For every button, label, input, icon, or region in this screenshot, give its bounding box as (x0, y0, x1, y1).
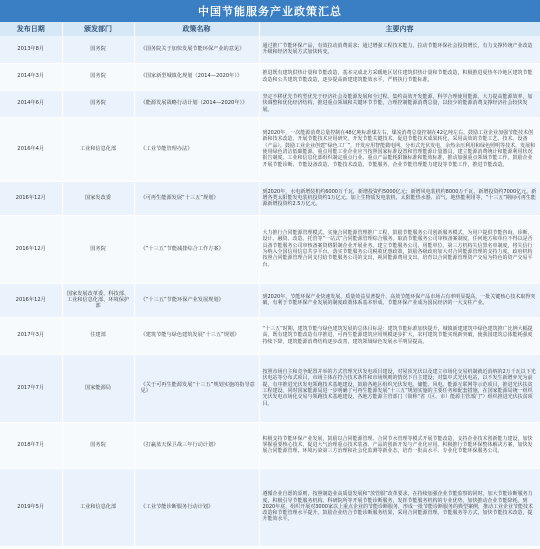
cell-dept: 国务院 (62, 422, 134, 468)
cell-date: 2014年3月 (0, 63, 62, 90)
table-row (0, 181, 540, 215)
table-row (0, 117, 540, 181)
cell-content: 推进既有建筑供热计量和节能改造，基本完成北方采暖地区居住建筑供热计量和节能改造，积极推进夏热冬冷地区建筑节能改造和公共建筑节能改造，逐步提高新建建筑能效水平，严格执行节能标准。 (259, 63, 540, 90)
cell-date: 2016年12月 (0, 283, 62, 317)
cell-name: 《可再生能源发展“十三五”规划》 (134, 181, 259, 215)
header-name: 政策名称 (134, 22, 259, 36)
cell-content: 通过推广节能环保产品，有效拉动消费需求；通过增强工程技术能力，拉动节能环保社会投资增长，有力支撑传统产业改造升级和经济发展方式加快转变。 (259, 36, 540, 63)
header-date: 发布日期 (0, 22, 62, 36)
cell-dept: 工业和信息化部 (62, 117, 134, 181)
cell-content: 坚定不移优先节约型优先于经济社会及能源发展和全过程。集约高效开发能源，科学合理使用能源，大力提高能源效率，加快调整和优化经济结构，推进重点领域和关键环节节能，合理控制能源消费总量，以较少的能源消费支撑经济社会较快发展。 (259, 90, 540, 117)
cell-dept: 国家发改委 (62, 181, 134, 215)
cell-name: 《工业节能诊断服务行动计划》 (134, 468, 259, 546)
cell-dept: 国务院 (62, 36, 134, 63)
cell-name: 《能源发展战略行动计划（2014—2020年）》 (134, 90, 259, 117)
cell-date: 2017年3月 (0, 317, 62, 354)
header-dept: 颁发部门 (62, 22, 134, 36)
cell-dept: 国家发展改革委、科技部、工业和信息化部、环境保护部 (62, 283, 134, 317)
cell-date: 2016年4月 (0, 117, 62, 181)
page-title: 中国节能服务产业政策汇总 (0, 0, 540, 22)
cell-dept: 国务院 (62, 90, 134, 117)
cell-content: 遵循企业自愿的原则，按照制造业高质量发展和“放管服”改革要求，在持续加强企业节能监察的同时，加大节能诊断服务力度，积极引导节能服务机构、科研院所等开展节能诊断服务，发挥节能服务机构的专业优势，加快推动企业节能降耗。到2020年底，组织开展对3000家以上重点企业的节能诊断服务，形成一批节能诊断服务的典型案例，推动工业企业节能技术改造和节能管理水平提升。鼓励企业结合节能诊断服务结果，采用合同能源管理、节能服务等方式，加快节能技术改造，提升能效水平。 (259, 468, 540, 546)
table-row (0, 354, 540, 422)
table-row (0, 317, 540, 354)
table-row (0, 283, 540, 317)
cell-content: “十三五”时期，建筑节能与绿色建筑发展的总体目标是：建筑节能标准加快提升，城镇新建建筑中绿色建筑推广比例大幅提高，既有建筑节能改造有序推进，可再生能源建筑应用规模逐步扩大，农村建筑节能实现新突破，使我国建筑总体能耗强度持续下降，建筑能源消费结构逐步改善，建筑领域绿色发展水平明显提高。 (259, 317, 540, 354)
cell-dept: 住建部 (62, 317, 134, 354)
cell-date: 2016年12月 (0, 181, 62, 215)
cell-content: 到2020年，水电新增装机约6000万千瓦，新增投资约5000亿元；新增风电装机约8000万千瓦，新增投资约7000亿元。新增各类太阳能发电装机投资约1万亿元。加上生物质发电装机、太阳能热水器、沼气、地热能利用等，“十三五”期间可再生能源新增投资约2.5万亿元。 (259, 181, 540, 215)
cell-name: 《国务院关于加快发展节能环保产业的意见》 (134, 36, 259, 63)
header-content: 主要内容 (259, 22, 540, 36)
cell-date: 2018年7月 (0, 422, 62, 468)
table-row (0, 468, 540, 546)
cell-content: 到2020年，节能环保产业快速发展、质量效益显著提升，高效节能环保产品市场占有率明显提高，一批关键核心技术取得突破，有利于节能环保产业发展的制度政策体系基本形成，节能环保产业成为国民经济的一大支柱产业。 (259, 283, 540, 317)
cell-content: 大力推行合同能源管理模式。实施合同能源管理推广工程，鼓励节能服务公司创新服务模式，为用户提供节能咨询、诊断、设计、融资、改造、托管等“一站式”合同能源管理综合服务。取消节能服务公司审核备案制度，任何地方和单位不得以是否具备节能服务公司审核备案资格限制企业开展业务。建立节能服务公司、用能单位、第三方机构失信黑名单制度，将失信行为纳入全国信用信息共享平台。落实节能服务公司税收优惠政策，鼓励各级政府加大对合同能源管理的支持力度。政府机构按照合同能源管理合同支付给节能服务公司的支出，视同能源费用支出。培育以合同能源管理资产交易为特色的资产交易平台。 (259, 215, 540, 283)
table-row (0, 36, 540, 63)
cell-dept: 工业和信息化部 (62, 468, 134, 546)
table-header (0, 22, 540, 36)
cell-dept: 国务院 (62, 215, 134, 283)
cell-content: 到2020年，一次能源消费总量控制在48亿吨标准煤左右，煤炭消费总量控制在42亿吨左右。鼓励工业企业加强节能技术创新和技术改造，开展节能技术应用研究，开发节能关键技术，促进节能技术成果转化，采用高效的节能工艺、技术、设备（产品）。鼓励工业企业创建“绿色工厂”，开发应用智能微电网、分布式光伏发电，余热余压利用和绿色照明等技术，发展和使用绿色清洁低碳能源。重点用能工业企业应当按照国家标准设置和管理能源计量器具，建立能源消费统计和能源利用状况报告制度。工业和信息化部组织制定重点行业、重点产品能耗限额标准和能效标准，推动加强重点领域节能工作。鼓励企业开展节能诊断、节能设备改造、节能技术改造。节能服务、企业节能管理能力建设等节能工作，推进节能改造。 (259, 117, 540, 181)
cell-content: 积极支持节能环保产业发展，鼓励以合同能源管理、合同节水管理等模式开展节能改造，支持企业技术创新能力建设，加快掌握重要核心技术，促进大气治理重点技术装备、产品的创新开发与产业化应用。积极推行节能环保整体解决方案，加快发展合同能源管理、环境污染第三方治理和社会化监测等新业态，培育一批高水平、专业化节能环保服务公司。 (259, 422, 540, 468)
cell-name: 《“十三五”节能减排综合工作方案》 (134, 215, 259, 283)
cell-name: 《关于可再生能源发展“十三五”规划实施的指导意见》 (134, 354, 259, 422)
table-row (0, 90, 540, 117)
cell-dept: 国务院 (62, 63, 134, 90)
cell-date: 2014年6月 (0, 90, 62, 117)
cell-name: 《“十三五”节能环保产业发展规划》 (134, 283, 259, 317)
cell-date: 2017年7月 (0, 354, 62, 422)
cell-date: 2016年12月 (0, 215, 62, 283)
table-row (0, 215, 540, 283)
table-body (0, 36, 540, 546)
table-row (0, 422, 540, 468)
cell-date: 2019年5月 (0, 468, 62, 546)
cell-name: 《国家新型城镇化规划（2014—2020年）》 (134, 63, 259, 90)
table-row (0, 63, 540, 90)
cell-name: 《建筑节能与绿色建筑发展“十三五”规划》 (134, 317, 259, 354)
cell-dept: 国家能源局 (62, 354, 134, 422)
policy-table (0, 22, 540, 547)
cell-date: 2013年8月 (0, 36, 62, 63)
cell-name: 《打赢蓝天保卫战三年行动计划》 (134, 422, 259, 468)
cell-content: 按照市场自主和竞争配置并举的方式管理光伏发电项目建设，对屋顶光伏以及建立市场化交易机制就近消纳的2万千瓦以下光伏电站等分布式项目，市场主体在符合技术条件和市场规则的情况下自主建设；对集中式光伏电站，以不发生新增弃光为前提，有序推进光伏发电领跑技术基地建设，鼓励各地区组织光伏发电、储能、风电、能源互联网等示范项目，推进光伏扶贫工程建设。同时国家能源局进一步明确了可再生能源发展“十三五”规划实施的主要任务和配套措施，在国家能源局统一组织光伏发电市场化交易与领跑技术基地建设，各地方能源主管部门（简称“省（区、市）能源主管部门”）组织推进光伏扶贫项目。 (259, 354, 540, 422)
cell-name: 《工业节能管理办法》 (134, 117, 259, 181)
